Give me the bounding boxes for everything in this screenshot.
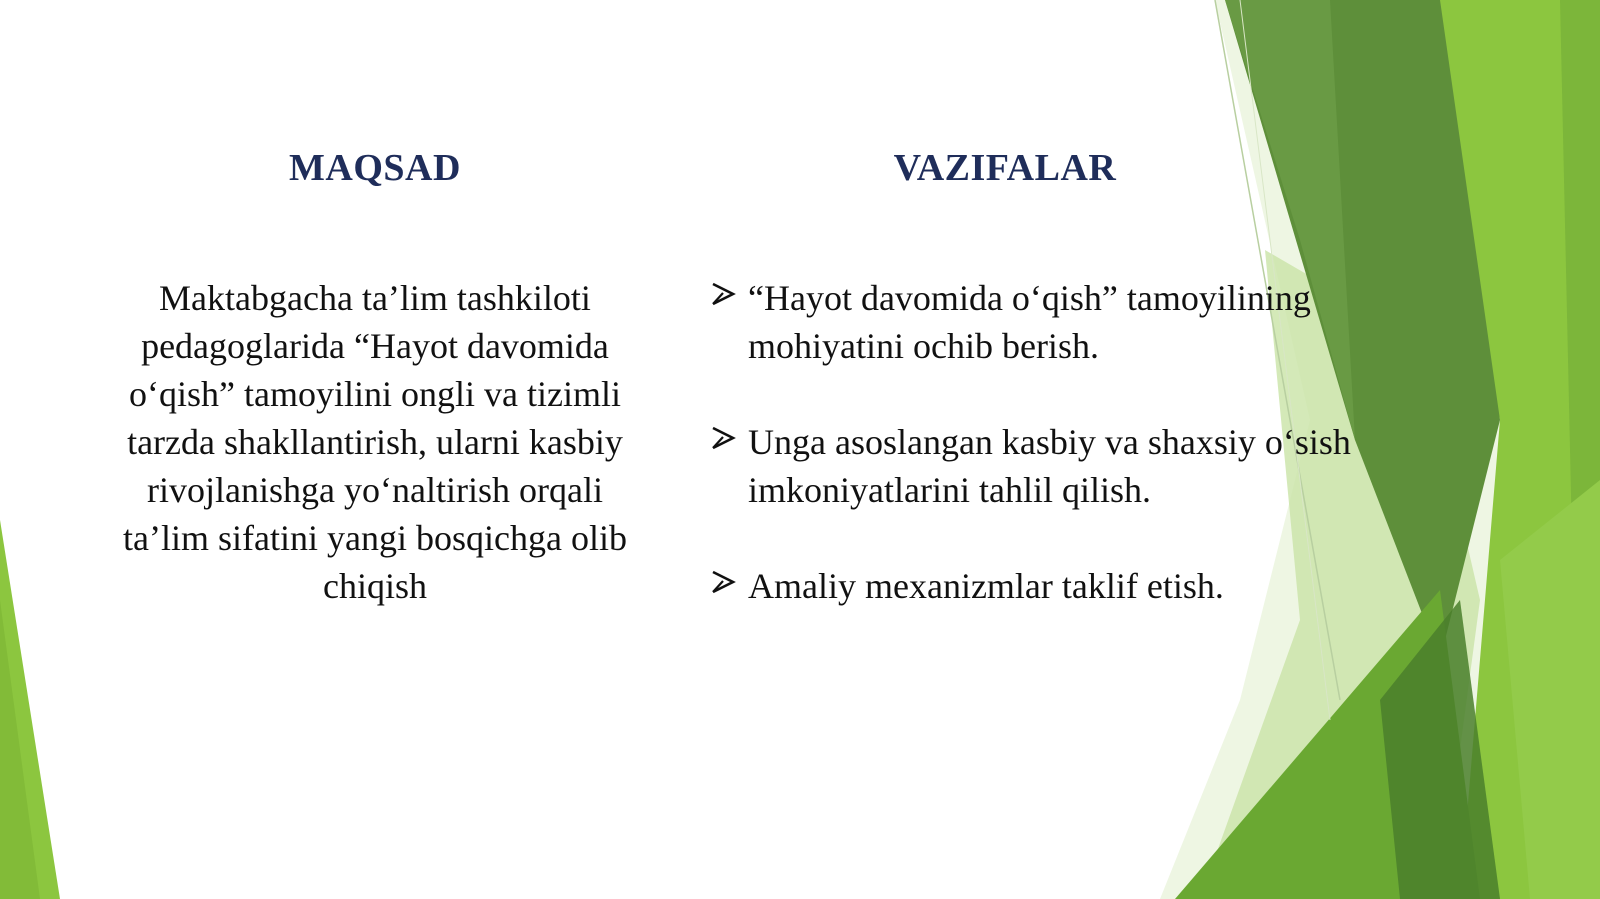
tasks-heading: VAZIFALAR xyxy=(893,147,1117,189)
arrowhead-bullet-icon xyxy=(710,280,736,310)
arrowhead-bullet-icon xyxy=(710,568,736,598)
goal-description: Maktabgacha ta’lim tashkiloti pedagoglarida “Hayot davomida o‘qish” tamoyilini ongli va tizimli tarzda shakllantirish, ularni kasbiy rivojlanishga yo‘naltirish orqali ta’lim sifatini yangi bosqichga olib chiqish xyxy=(123,278,627,606)
task-item xyxy=(710,562,1360,610)
task-item xyxy=(710,418,1360,514)
goal-heading: MAQSAD xyxy=(289,147,461,189)
task-list xyxy=(710,274,1360,658)
task-item xyxy=(710,274,1360,370)
task-text: Amaliy mexanizmlar taklif etish. xyxy=(748,566,1224,606)
task-text: “Hayot davomida o‘qish” tamoyilining mohiyatini ochib berish. xyxy=(748,278,1311,366)
arrowhead-bullet-icon xyxy=(710,424,736,454)
task-text: Unga asoslangan kasbiy va shaxsiy o‘sish imkoniyatlarini tahlil qilish. xyxy=(748,422,1351,510)
